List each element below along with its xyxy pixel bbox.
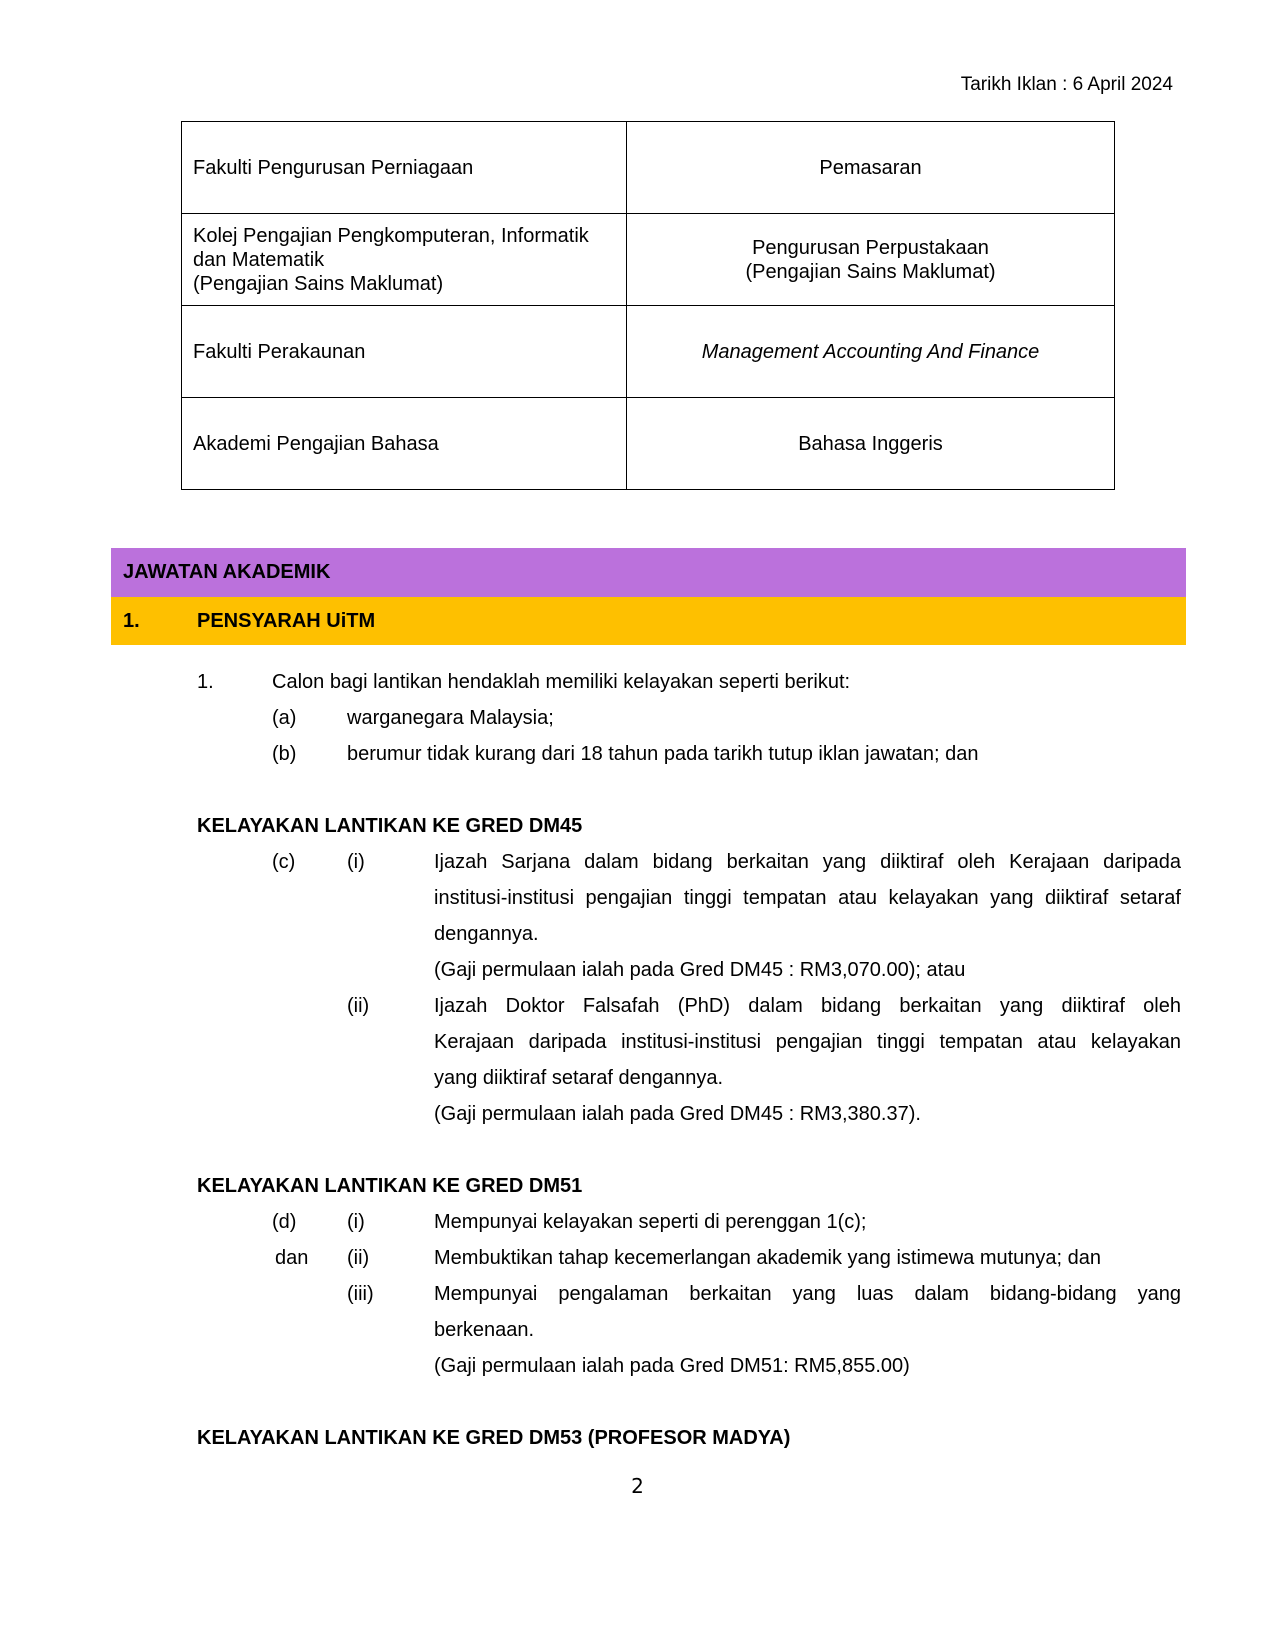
- dm45-letter: (c): [272, 851, 296, 873]
- dm45-item-i-line-2: institusi-institusi pengajian tinggi tempatan atau kelayakan yang diiktiraf setaraf: [434, 887, 1181, 909]
- dm53-heading: KELAYAKAN LANTIKAN KE GRED DM53 (PROFESOR MADYA): [197, 1427, 791, 1449]
- field-cell: Management Accounting And Finance: [627, 306, 1115, 398]
- dm51-item-iii-label: (iii): [347, 1283, 374, 1305]
- dm45-item-ii-label: (ii): [347, 995, 370, 1017]
- position-header-bar: [111, 597, 1186, 645]
- faculty-cell: Fakulti Perakaunan: [182, 306, 627, 398]
- section-header-bar: [111, 548, 1186, 597]
- requirement-number: 1.: [197, 671, 214, 693]
- dm45-item-ii-line-3: yang diiktiraf setaraf dengannya.: [434, 1067, 724, 1089]
- dm51-item-ii-label: (ii): [347, 1247, 370, 1269]
- position-number: 1.: [123, 610, 140, 632]
- requirement-text-b: berumur tidak kurang dari 18 tahun pada tarikh tutup iklan jawatan; dan: [347, 743, 979, 765]
- requirement-label-a: (a): [272, 707, 297, 729]
- dm51-conjunction: dan: [275, 1247, 309, 1269]
- dm51-salary: (Gaji permulaan ialah pada Gred DM51: RM5,855.00): [434, 1355, 910, 1377]
- dm51-item-i-text: Mempunyai kelayakan seperti di perenggan 1(c);: [434, 1211, 867, 1233]
- dm45-item-ii-salary: (Gaji permulaan ialah pada Gred DM45 : RM3,380.37).: [434, 1103, 921, 1125]
- dm45-item-i-line-3: dengannya.: [434, 923, 539, 945]
- field-cell: Pengurusan Perpustakaan (Pengajian Sains Maklumat): [627, 214, 1115, 306]
- dm45-item-i-salary: (Gaji permulaan ialah pada Gred DM45 : RM3,070.00); atau: [434, 959, 966, 981]
- requirement-label-b: (b): [272, 743, 297, 765]
- faculty-cell: Akademi Pengajian Bahasa: [182, 398, 627, 490]
- page-number: 2: [631, 1474, 644, 1498]
- requirement-intro: Calon bagi lantikan hendaklah memiliki kelayakan seperti berikut:: [272, 671, 851, 693]
- dm51-item-iii-line-1: Mempunyai pengalaman berkaitan yang luas dalam bidang-bidang yang: [434, 1283, 1181, 1305]
- field-cell: Pemasaran: [627, 122, 1115, 214]
- faculty-cell: Kolej Pengajian Pengkomputeran, Informatik dan Matematik (Pengajian Sains Maklumat): [182, 214, 627, 306]
- dm51-item-i-label: (i): [347, 1211, 365, 1233]
- table-row: [182, 398, 1115, 490]
- advertisement-date: Tarikh Iklan : 6 April 2024: [960, 74, 1173, 95]
- faculty-field-table: [181, 121, 1115, 490]
- section-title: JAWATAN AKADEMIK: [123, 561, 331, 583]
- dm51-heading: KELAYAKAN LANTIKAN KE GRED DM51: [197, 1175, 583, 1197]
- table-row: [182, 122, 1115, 214]
- requirement-text-a: warganegara Malaysia;: [347, 707, 554, 729]
- dm45-item-ii-line-1: Ijazah Doktor Falsafah (PhD) dalam bidang berkaitan yang diiktiraf oleh: [434, 995, 1181, 1017]
- dm51-item-ii-text: Membuktikan tahap kecemerlangan akademik yang istimewa mutunya; dan: [434, 1247, 1102, 1269]
- dm45-item-i-label: (i): [347, 851, 365, 873]
- dm45-item-ii-line-2: Kerajaan daripada institusi-institusi pengajian tinggi tempatan atau kelayakan: [434, 1031, 1181, 1053]
- dm45-heading: KELAYAKAN LANTIKAN KE GRED DM45: [197, 815, 583, 837]
- faculty-cell: Fakulti Pengurusan Perniagaan: [182, 122, 627, 214]
- dm51-item-iii-line-2: berkenaan.: [434, 1319, 535, 1341]
- field-cell: Bahasa Inggeris: [627, 398, 1115, 490]
- position-title: PENSYARAH UiTM: [197, 610, 376, 632]
- table-row: [182, 214, 1115, 306]
- table-row: [182, 306, 1115, 398]
- dm51-letter: (d): [272, 1211, 297, 1233]
- dm45-item-i-line-1: Ijazah Sarjana dalam bidang berkaitan yang diiktiraf oleh Kerajaan daripada: [434, 851, 1181, 873]
